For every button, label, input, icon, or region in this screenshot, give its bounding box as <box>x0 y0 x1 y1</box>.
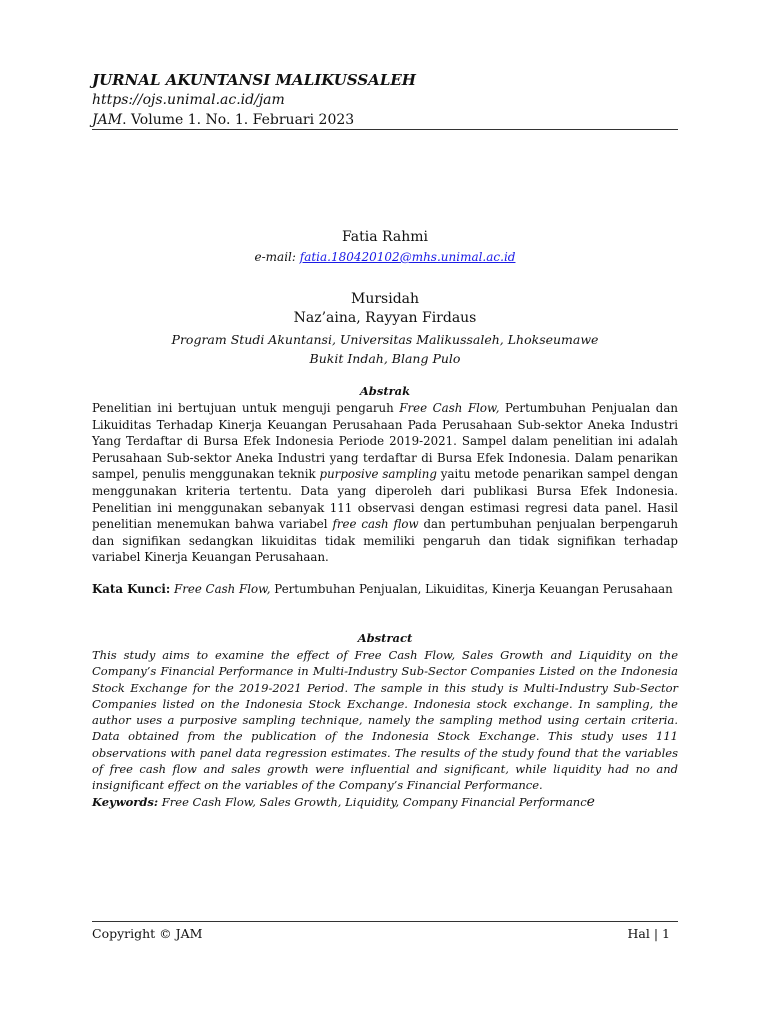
abstract-body: This study aims to examine the effect of Free Cash Flow, Sales Growth and Liquidity on the Company’s Financial Performance in Multi-Industry Sub-Sector Companies Listed on the Indonesia Stock Exchange for the 2019-2021 Period. The sample in this study is Multi-Industry Sub-Sector Companies listed on the Indonesia Stock Exchange. Indonesia stock exchange. In sampling, the author uses a purposive sampling technique, namely the sampling method using certain criteria. Data obtained from the publication of the Indonesia Stock Exchange. This study uses 111 observations with panel data regression estimates. The results of the study found that the variables of free cash flow and sales growth were influential and significant, while liquidity had no and insignificant effect on the variables of the Company’s Financial Performance. <box>92 648 678 793</box>
abstrak-text: Pertumbuhan Penjualan dan Likuiditas Terhadap Kinerja Keuangan Perusahaan Pada Perusahaan Sub-sektor Aneka Industri Yang Terdaftar di Bursa Efek Indonesia Periode 2019-2021. Sampel dalam penelitian ini adalah Perusahaan Sub-sektor Aneka Industri yang terdaftar di Bursa Efek Indonesia. Dalam penarikan sampel, penulis menggunakan teknik <box>92 401 678 482</box>
journal-name: JURNAL AKUNTANSI MALIKUSSALEH <box>92 71 416 89</box>
kata-kunci-italic: Free Cash Flow, <box>170 582 271 596</box>
journal-volume: . Volume 1. No. 1. Februari 2023 <box>122 112 355 128</box>
third-authors: Naz’aina, Rayyan Firdaus <box>293 310 477 326</box>
email-label: e-mail: <box>254 250 300 264</box>
abstract-title: Abstract <box>357 631 413 645</box>
footer-divider <box>92 921 678 922</box>
journal-header <box>92 70 678 130</box>
kata-kunci-label: Kata Kunci: <box>92 582 171 596</box>
email-link[interactable]: fatia.180420102@mhs.unimal.ac.id <box>299 250 516 264</box>
journal-abbr: JAM <box>92 112 123 128</box>
abstrak-title: Abstrak <box>359 384 411 398</box>
abstrak-text: yaitu metode penarikan sampel dengan menggunakan kriteria tertentu. Data yang diperoleh dari publikasi Bursa Efek Indonesia. Penelitian ini menggunakan sebanyak 111 observasi dengan estimasi regresi data panel. Hasil penelitian menemukan bahwa variabel <box>92 467 678 532</box>
header-divider <box>92 129 678 130</box>
affiliation-line-2: Bukit Indah, Blang Pulo <box>309 351 461 366</box>
second-author: Mursidah <box>350 291 420 307</box>
kata-kunci <box>92 581 678 597</box>
kata-kunci-text: Pertumbuhan Penjualan, Likuiditas, Kinerja Keuangan Perusahaan <box>270 582 673 596</box>
abstrak-text: dan pertumbuhan penjualan berpengaruh dan signifikan sedangkan likuiditas tidak memiliki pengaruh dan tidak signifikan terhadap variabel Kinerja Keuangan Perusahaan. <box>92 517 678 565</box>
keywords-label: Keywords: <box>92 795 159 809</box>
abstrak-text: Penelitian ini bertujuan untuk menguji pengaruh <box>92 401 400 415</box>
keywords-last-char: e <box>586 794 595 810</box>
first-author: Fatia Rahmi <box>342 229 428 245</box>
keywords <box>92 794 678 810</box>
author-email <box>92 250 678 264</box>
affiliation-line-1: Program Studi Akuntansi, Universitas Malikussaleh, Lhokseumawe <box>171 332 599 347</box>
journal-issue <box>92 110 678 130</box>
keywords-text: Free Cash Flow, Sales Growth, Liquidity, Company Financial Performanc <box>158 795 587 809</box>
footer-page-number: Hal | 1 <box>627 926 670 941</box>
affiliation <box>92 330 678 368</box>
journal-url[interactable]: https://ojs.unimal.ac.id/jam <box>92 92 285 108</box>
abstrak-italic: purposive sampling <box>319 467 437 482</box>
abstrak-italic: free cash flow <box>332 517 419 532</box>
abstrak-body <box>92 400 678 566</box>
footer-copyright: Copyright © JAM <box>92 926 203 941</box>
abstrak-italic: Free Cash Flow, <box>399 401 500 415</box>
